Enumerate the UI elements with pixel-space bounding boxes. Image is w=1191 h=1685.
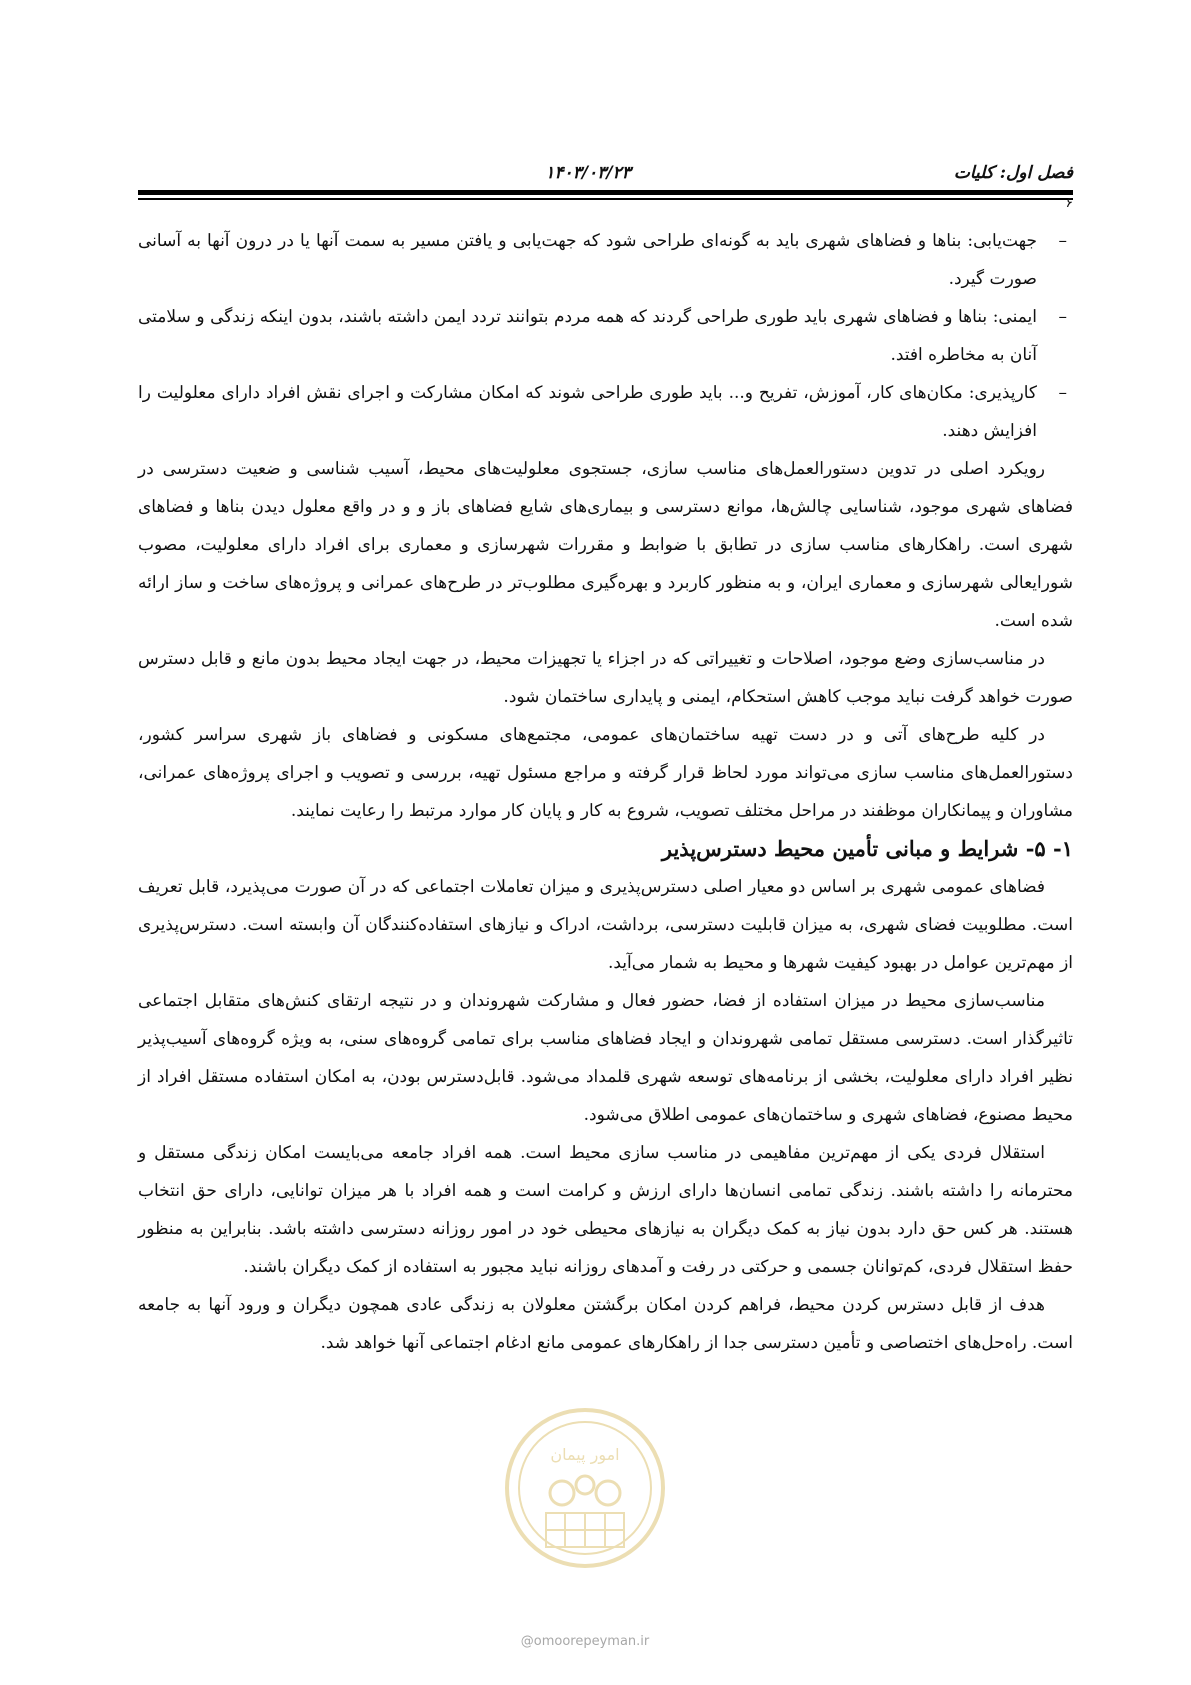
paragraph: فضاهای عمومی شهری بر اساس دو معیار اصلی دسترس‌پذیری و میزان تعاملات اجتماعی که در آن صورت می‌پذیرد، قابل تعریف است. مطلوبیت فضای شهری، به میزان قابلیت دسترسی، برداشت، ادراک و نیازهای استفاده‌کنندگان آن وابسته است. دسترس‌پذیری از مهم‌ترین عوامل در بهبود کیفیت شهرها و محیط به شمار می‌آید.: [138, 877, 1073, 973]
header-date: ۱۴۰۳/۰۳/۲۳: [545, 163, 631, 183]
bullet-item: [138, 374, 1073, 450]
bullet-dash: –: [1058, 307, 1067, 327]
bullet-item: [138, 298, 1073, 374]
page-header: [138, 163, 1073, 183]
paragraph: در کلیه طرح‌های آتی و در دست تهیه ساختمان‌های عمومی، مجتمع‌های مسکونی و فضاهای باز شهری سراسر کشور، دستورالعمل‌های مناسب سازی می‌تواند مورد لحاظ قرار گرفته و مراجع مسئول تهیه، بررسی و تصویب و اجرای پروژه‌های عمرانی، مشاوران و پیمانکاران موظفند در مراحل مختلف تصویب، شروع به کار و پایان کار موارد مرتبط را رعایت نمایند.: [138, 725, 1073, 821]
paragraph: مناسب‌سازی محیط در میزان استفاده از فضا، حضور فعال و مشارکت شهروندان و در نتیجه ارتقای کنش‌های متقابل اجتماعی تاثیرگذار است. دسترسی مستقل تمامی شهروندان و ایجاد فضاهای مناسب برای تمامی گروه‌های سنی، به ویژه گروه‌های آسیب‌پذیر نظیر افراد دارای معلولیت، بخشی از برنامه‌های توسعه شهری قلمداد می‌شود. قابل‌دسترس بودن، به امکان استفاده مستقل افراد از محیط مصنوع، فضاهای شهری و ساختمان‌های عمومی اطلاق می‌شود.: [138, 991, 1073, 1125]
bullet-dash: –: [1058, 383, 1067, 403]
paragraph: استقلال فردی یکی از مهم‌ترین مفاهیمی در مناسب سازی محیط است. همه افراد جامعه می‌بایست امکان زندگی مستقل و محترمانه را داشته باشند. زندگی تمامی انسان‌ها دارای ارزش و کرامت است و همه افراد با هر میزان توانایی، دارای حق انتخاب هستند. هر کس حق دارد بدون نیاز به کمک دیگران به نیازهای محیطی خود در امور روزانه دسترسی داشته باشد. بنابراین به منظور حفظ استقلال فردی، کم‌توانان جسمی و حرکتی در رفت و آمدهای روزانه نباید مجبور به استفاده از کمک دیگران باشند.: [138, 1143, 1073, 1277]
paragraph: رویکرد اصلی در تدوین دستورالعمل‌های مناسب سازی، جستجوی معلولیت‌های محیط، آسیب شناسی و ضعیت دسترسی در فضاهای شهری موجود، شناسایی چالش‌ها، موانع دسترسی و بیماری‌های شایع فضاهای باز و و در واقع معلول دیدن بناها و فضاهای شهری است. راهکارهای مناسب سازی در تطابق با ضوابط و مقررات شهرسازی و معماری برای افراد دارای معلولیت، مصوب شورایعالی شهرسازی و معماری ایران، و به منظور کاربرد و بهره‌گیری مطلوب‌تر در طرح‌های عمرانی و پروژه‌های ساخت و ساز ارائه شده است.: [138, 459, 1073, 631]
header-rule-thin: [138, 198, 1073, 200]
section-heading: ۱- ۵- شرایط و مبانی تأمین محیط دسترس‌پذیر: [661, 836, 1073, 861]
bullet-text: ایمنی: بناها و فضاهای شهری باید طوری طراحی گردند که همه مردم بتوانند تردد ایمن داشته باشند، بدون اینکه زندگی و سلامتی آنان به مخاطره افتد.: [138, 307, 1038, 365]
paragraph: در مناسب‌سازی وضع موجود، اصلاحات و تغییراتی که در اجزاء یا تجهیزات محیط، در جهت ایجاد محیط بدون مانع و قابل دسترس صورت خواهد گرفت نباید موجب کاهش استحکام، ایمنی و پایداری ساختمان شود.: [138, 649, 1073, 707]
bullet-text: کارپذیری: مکان‌های کار، آموزش، تفریح و... باید طوری طراحی شوند که امکان مشارکت و اجرای نقش افراد دارای معلولیت را افزایش دهند.: [138, 383, 1037, 441]
watermark-seal: [502, 1405, 668, 1571]
header-rule-thick: [138, 190, 1073, 195]
paragraph: هدف از قابل دسترس کردن محیط، فراهم کردن امکان برگشتن معلولان به زندگی عادی همچون دیگران و ورود آنها به جامعه است. راه‌حل‌های اختصاصی و تأمین دسترسی جدا از راهکارهای عمومی مانع ادغام اجتماعی آنها خواهد شد.: [138, 1295, 1073, 1353]
bullet-item: [138, 222, 1073, 298]
watermark-site: @omoorepeyman.ir: [520, 1634, 650, 1649]
chapter-title: فصل اول: کلیات: [953, 163, 1073, 183]
bullet-text: جهت‌یابی: بناها و فضاهای شهری باید به گونه‌ای طراحی شود که جهت‌یابی و یافتن مسیر به سمت آنها یا در درون آنها به آسانی صورت گیرد.: [138, 231, 1037, 289]
page-number: ۶: [1065, 195, 1073, 211]
watermark-seal-text: امور پیمان: [550, 1445, 620, 1464]
body-text: [138, 222, 1073, 1362]
bullet-dash: –: [1058, 231, 1067, 251]
